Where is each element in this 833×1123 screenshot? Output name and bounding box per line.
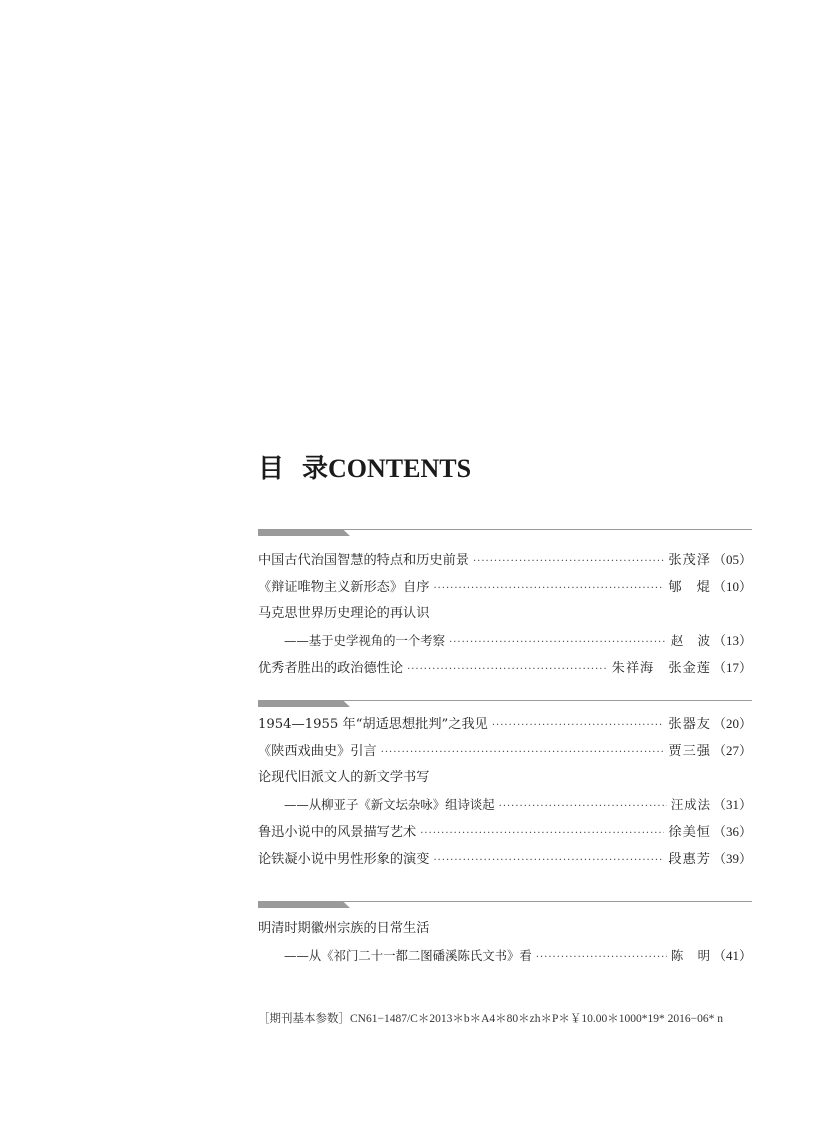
section-divider-2 (258, 700, 752, 709)
toc-entry-author: 张器友 (668, 717, 711, 732)
toc-entry-title: 马克思世界历史理论的再认识 (258, 606, 430, 621)
toc-entry-page: （20） (712, 716, 752, 731)
toc-entry[interactable] (258, 818, 752, 845)
toc-entry-title: 论现代旧派文人的新文学书写 (258, 770, 430, 785)
toc-entry[interactable] (258, 845, 752, 872)
toc-entry[interactable] (258, 573, 752, 600)
contents-heading (258, 448, 471, 485)
toc-entry[interactable] (258, 737, 752, 764)
toc-entry-author: 段惠芳 (668, 852, 711, 867)
heading-mu: 目 (258, 454, 285, 484)
toc-section-2 (258, 710, 752, 872)
heading-contents: CONTENTS (328, 454, 472, 483)
toc-entry[interactable] (258, 546, 752, 573)
dot-leader (433, 847, 664, 874)
toc-entry-author: 陈 明 (670, 948, 711, 963)
toc-entry[interactable] (258, 654, 752, 681)
toc-entry[interactable] (258, 764, 752, 791)
toc-entry-title: ——从《祁门二十一都二图磻溪陈氏文书》看 (284, 948, 532, 963)
dot-leader (449, 629, 667, 656)
dot-leader (536, 944, 667, 971)
toc-entry-title: ——基于史学视角的一个考察 (284, 633, 446, 648)
toc-entry-author: 张茂泽 (668, 553, 711, 568)
toc-entry-title: 中国古代治国智慧的特点和历史前景 (258, 553, 469, 568)
section-divider-1 (258, 529, 752, 538)
toc-entry-author: 郇 焜 (668, 580, 711, 595)
dot-leader (492, 712, 665, 739)
toc-entry[interactable] (258, 942, 752, 969)
toc-section-1 (258, 546, 752, 681)
toc-entry[interactable] (258, 791, 752, 818)
toc-section-3 (258, 915, 752, 969)
toc-entry-title: ——从柳亚子《新文坛杂咏》组诗谈起 (284, 797, 495, 812)
toc-entry-page: （10） (712, 579, 752, 594)
toc-entry-page: （31） (712, 797, 752, 812)
dot-leader (473, 548, 664, 575)
toc-entry-author: 贾三强 (668, 744, 711, 759)
journal-parameters: ［期刊基本参数］CN61−1487/C＊2013＊b＊A4＊80＊zh＊P＊￥10.00＊1000*19* 2016−06* n (258, 1013, 723, 1025)
toc-entry-title: 论铁凝小说中男性形象的演变 (258, 852, 430, 867)
toc-entry-page: （13） (712, 633, 752, 648)
heading-lu: 录 (302, 454, 329, 484)
toc-entry-title: 明清时期徽州宗族的日常生活 (258, 921, 430, 936)
dot-leader (407, 656, 608, 683)
toc-entry-author: 朱祥海 张金莲 (611, 661, 711, 676)
toc-entry[interactable] (258, 600, 752, 627)
toc-entry[interactable] (258, 710, 752, 737)
toc-entry-page: （05） (712, 552, 752, 567)
toc-entry-author: 赵 波 (670, 633, 711, 648)
toc-entry-author: 汪成法 (670, 797, 711, 812)
section-divider-3 (258, 901, 752, 910)
toc-entry-title: 1954—1955 年“胡适思想批判”之我见 (258, 717, 488, 732)
toc-entry-title: 《辩证唯物主义新形态》自序 (258, 580, 430, 595)
toc-entry[interactable] (258, 627, 752, 654)
toc-entry[interactable] (258, 915, 752, 942)
toc-entry-page: （27） (712, 743, 752, 758)
toc-entry-page: （17） (712, 660, 752, 675)
toc-entry-title: 优秀者胜出的政治德性论 (258, 661, 404, 676)
dot-leader (420, 820, 664, 847)
dot-leader (499, 793, 667, 820)
toc-entry-page: （36） (712, 824, 752, 839)
toc-entry-page: （41） (712, 948, 752, 963)
toc-entry-title: 《陕西戏曲史》引言 (258, 744, 377, 759)
toc-entry-title: 鲁迅小说中的风景描写艺术 (258, 825, 417, 840)
dot-leader (433, 575, 664, 602)
toc-entry-page: （39） (712, 851, 752, 866)
dot-leader (381, 739, 665, 766)
toc-entry-author: 徐美恒 (668, 825, 711, 840)
